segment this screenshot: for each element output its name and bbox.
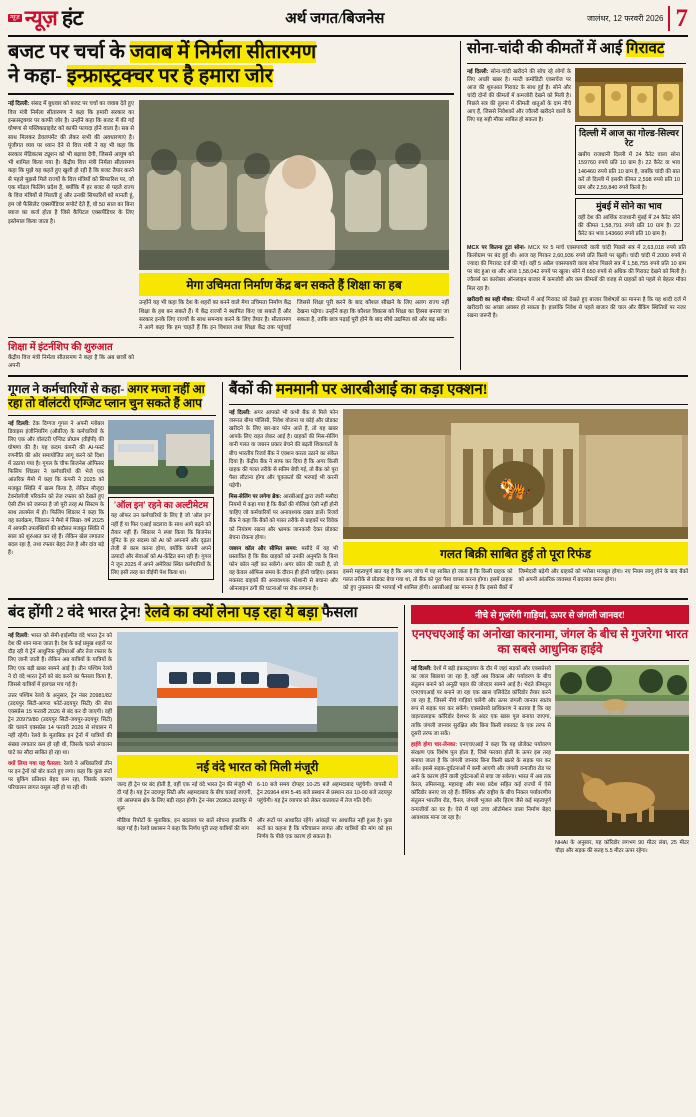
- gold-body: [467, 68, 571, 125]
- train-headline-part2: रेलवे का क्यों लेना पड़ रहा ये बड़ा: [145, 605, 322, 622]
- rbi-headline: [229, 382, 688, 400]
- lead-subhead: मेगा उचिमता निर्माण केंद्र बन सकते हैं शिक्षा का हब: [139, 273, 449, 296]
- gold-shop-photo: [575, 68, 683, 122]
- train-body-2: उत्तर पश्चिम रेलवे के अनुसार, ट्रेन नंबर 20981/82 (उदयपुर सिटी-आगरा फोर्ट-उदयपुर सिटी) की सेवा एक्सप्रेस 15 फरवरी 2026 से बंद कर दी जाएगी। वहीं ट्रेन 20979/80 (उदयपुर सिटी-जयपुर-उदयपुर सिटी) की चलाने एक्सप्रेस 14 फरवरी 2026 से संचालन में नहीं रहेगी। रेलवे के मुताबिक इन ट्रेनों में यात्रियों की संख्या लगातार कम हो रही थी, जिसके चलते संचालन घाटे का सौदा साबित हो रहा था।: [8, 692, 112, 756]
- gold-mcx-block: [467, 244, 686, 293]
- google-box-body: यह ऑफर उन कर्मचारियों के लिए है जो 'ऑल इन' नहीं हैं या फिर एआई बदलाव के साथ आगे बढ़ने को तैयार नहीं हैं। शिंडलर ने स्पष्ट किया कि बिजनेस यूनिट के हर सदस्य को AI को अपनाने और दृढ़ता तेजी से काम करना होगा, क्योंकि कंपनी अपने उत्पादों और सेवाओं को AI-केंद्रित बना रही है। गूगल ने जून 2025 में अपने अमेरिका स्थित कर्मचारियों के लिए इसी तरह का वीईपी पेश किया था।: [111, 513, 211, 577]
- mumbai-rate-body: वहीं देश की आर्थिक राजधानी मुंबई में 24 कैरेट सोने की कीमत 1,58,791 रुपये प्रति 10 ग्राम है। 22 कैरेट का भाव 143660 रुपये प्रति 10 ग्राम है।: [578, 214, 680, 237]
- wild-animal-photo: [555, 754, 689, 836]
- train-banner: नई वंदे भारत को मिली मंजूरी: [117, 755, 398, 778]
- lead-footer-text: केंद्रीय वित्त मंत्री निर्मला सीतारमण ने कहा है कि अब छात्रों को अपनी: [8, 354, 134, 369]
- gold-mcx-body: MCX पर 5 मार्च एक्सपायरी वाली चांदी पिछले सत्र में 2,63,018 रुपये प्रति किलोग्राम पर बंद हुई थी। आज वह गिरकर 2,60,936 रुपये प्रति किलो पर खुली। चांदी चांदी में 2000 रुपये से ज्यादा की गिरावट दर्ज की गई। वहीं 5 अप्रैल एक्सपायरी वाला सोना पिछले सत्र में 1,58,755 रुपये प्रति 10 ग्राम पर बंद हुआ था और आज 1,58,042 रुपये पर खुला। सोने में 650 रुपये से अधिक की गिरावट देखने को मिली है। ज्वैलर्स का कारोबार ऑनलाइन बाजार में कमजोरी और कम कीमतों की वजह से ग्राहकों को पहले से बेहतर मौका मिल रहा है।: [467, 244, 686, 292]
- delhi-rate-title: दिल्ली में आज का गोल्ड-सिल्वर रेट: [579, 127, 679, 149]
- google-box-title: 'ऑल इन' रहने का अल्टीमेटम: [113, 499, 209, 510]
- logo[interactable]: [8, 4, 83, 32]
- lead-headline-part2: जवाब में निर्मला सीतारमण: [129, 41, 317, 63]
- nhai-body-text: देशों में बड़ी इंफ्रास्ट्रक्चर के दौर में जहां सड़कों और एक्सप्रेसवे का जाल बिछाया जा रहा है, वहीं अब विकास और पर्यावरण के बीच संतुलन बनाने को अनूठी पहल की जोरदार सामने आई है। भेदते कीमतूल एनएचएआई पर बनाने जा रहा एक खास एलिवेटेड कॉरिडोर तैयार करने जा रहा है, जिसमें नीचे गाड़ियां चलेंगी और ऊपर जंगली जानवर स्वतंत्र रूप से सड़क पार कर सकेंगे। एक्सप्रेसवे प्राधिकरण ने बताया है कि यह वाइल्डलाइफ कॉरिडोर देशभर के अंदर एक खास पूल बनाया जाएगा, ताकि जंगली जानवर सुरक्षित और बिना किसी रुकावट के एक तरफ से दूसरी तरफ जा सकें।: [411, 665, 551, 737]
- lead-dateline: नई दिल्ली:: [8, 101, 30, 108]
- lead-body-text: संसद में बुधवार को बजट पर चर्चा का जवाब देते हुए वित्त मंत्री निर्मला सीतारमण ने कहा कि हमारी सरकार का इन्फ्रास्ट्रक्चर पर काफी जोर है। उन्होंने कहा कि बजट में की गई घोषणा से पब्लिकप्राइवेट को काफी फायदा होने वाला है। सब से साथ मिलकर डेवलपमेंट की लेकर सभी की अवधारणाएं है। पूंजीगत व्यय पर ध्यान देने से वित्त मंत्री ने यह भी कहा कि सरकार मेडिकल्स ट्यूशन को भी बढ़ावा देगी, जिससे आयुष को भी शामिल किया गया है। केंद्रीय वित्त मंत्री निर्मला सीतारमण कहा कि मुझे यह कहते हुए खुशी हो रही है कि बजट तैयार करने से पहले मुझसे मिले राज्यों के वित्त मंत्रियों को सिफारिश पर, जो एक मॉडल फिलिंग प्रदेश है, क्योंकि मैं हर बजट से पहले राज्य के वित्त मंत्रियों से मिलती हूं और उनकी सिफारिशें को मानती हूं, हम जो फैसिलेट एक्सपेंडिचर सपोर्ट देते हैं, वो 50 साल का बिना ब्याज का कर्ज होता है जिसे कैपिटल एक्सपेंडिचर के लिए इस्तेमाल किया जाता है।: [8, 101, 134, 225]
- delhi-rate-body: खबीय राजधानी दिल्ली में 24 कैरेट वाला सोना 159760 रुपये प्रति 10 ग्राम है। 22 कैरेट वा भाव 146460 रुपये प्रति 10 ग्राम है, जबकि चांदी की बात करें तो दिल्ली में इसकी कीमत 2,598 रुपये प्रति 10 ग्राम और 2,59,840 रुपये किलो है।: [578, 152, 680, 191]
- logo-text-primary: न्यूज़: [24, 6, 62, 30]
- gold-dateline: नई दिल्ली:: [467, 68, 489, 75]
- date-and-page: [587, 6, 688, 31]
- rbi-dateline: नई दिल्ली:: [229, 410, 251, 417]
- nhai-body: [411, 665, 551, 738]
- train-photo: [117, 632, 398, 752]
- train-sub-head: क्यों लिया गया यह फैसला:: [8, 760, 62, 767]
- rbi-sub2-body: मसौदे में यह भी प्रस्तावित है कि बैंक ग्राहकों को उनकी अनुमति के बिना फोन कॉल नहीं कर सकेंगे। अगर कॉल की जाती है, तो वह केवल ऑफिस समय के दौरान ही होनी चाहिए। इसका मकसद ग्राहकों की अनावश्यक परेशानी से बचाना और ऑनलाइन ठगी की घटनाओं पर रोक लगाना है।: [229, 545, 338, 593]
- train-sub-body: रेलवे ने अधिकारियों तीन पर इन ट्रेनों को बोर करते हुए लगा। कहा कि कुछ रूटों पर बुकिंग प्रतिशत बेहद कम रहा, जिसके कारण परिचालन लागत वसूल नहीं हो पा रही थी।: [8, 760, 113, 792]
- rbi-story: [222, 382, 688, 593]
- train-col-1: जल्द ही ट्रेन घर बंद होती है, वहीं एक नई वंदे भारत ट्रेन की मंजूरी भी दी गई है। यह ट्रेन उदयपुर सिटी और अहमदाबाद के बीच चलाई जाएगी, जो आसपास क्षेत्र के लिए बड़ी राहत होगी। ट्रेन नंबर 26963 उदयपुर से शुरू: [117, 782, 252, 813]
- rbi-headline-part2: मनमानी पर आरबीआई का कड़ा एक्शन!: [275, 382, 488, 399]
- nhai-sub-head: हाईवे होगा चार-लेनका:: [411, 741, 458, 748]
- nhai-sub2: NHAI के अनुसार, यह कॉरिडोर लगभग 90 मीटर लंबा, 25 मीटर चौड़ा और सड़क की सतह 5.5 मीटर ऊपर रहेगा।: [555, 839, 689, 854]
- section-title: अर्थ जगत/बिजनेस: [285, 11, 385, 27]
- page-number: 7: [668, 6, 688, 31]
- logo-text: [25, 4, 83, 32]
- gold-story: [460, 41, 686, 370]
- train-dateline: नई दिल्ली:: [8, 633, 30, 640]
- nhai-headline: एनएचएआई का अनोखा कारनामा, जंगल के बीच से गुजरेगा भारत का सबसे आधुनिक हाईवे: [411, 627, 689, 656]
- train-col-4: और रूटों पर आधारित रहेंगे। आंकड़ों पर आधारित नहीं हुआ है। कुछ रूटों का कहना है कि परिचालन लागत और यात्रियों की मांग को इस निर्णय के पीछे एक कारण हो सकता है।: [257, 817, 392, 840]
- rbi-refund-body: इससे महत्वपूर्ण बात यह है कि अगर जांच में यह साबित हो जाता है कि किसी ग्राहक को गलत तरीके से प्रोडक्ट बेचा गया था, तो बैंक को पूरा पैसा वापस करना होगा। इसमें ग्राहक को हुए नुकसान की भरपाई भी शामिल होगी। आरबीआई का मानना है कि इससे बैंकों में जिम्मेदारी बढ़ेगी और ग्राहकों को भरोसा मजबूत होगा। नए नियम लागू होने के बाद बैंकों को अपनी आंतरिक व्यवस्था में बदलाव करना होगा।: [343, 569, 688, 592]
- masthead: [8, 4, 688, 37]
- lead-headline-part3: ने कहा-: [8, 64, 67, 87]
- rbi-sub2: [229, 545, 338, 594]
- train-headline-part3: फैसला: [321, 605, 358, 622]
- nhai-story: [404, 605, 689, 855]
- google-body-text: टेक दिग्गज गूगल ने अपनी ग्लोबल डिवाइस इंजीनियरिंग (और्बीज) के कर्मचारियों के लिए एक और वॉलंटरी एग्जिट प्रोग्राम (वीईपी) की घोषणा की है। यह कदम कंपनी की AI-फर्स्ट रणनीति की ओर समायोजित लागू करने को दिशा में उठाया गया है। गूगल के चीफ बिजनेस ऑफिसर फिलिप शिंडलर ने कर्मचारियों की भेजे एक आंतरिक मैमो में कहा कि कंपनी ने 2025 को मजबूत स्थिति में खत्म किया है, लेकिन मौजूदा टेक्नोलॉजी परिवर्तन को तेज रफ्तार को देखते हुए ऐसी टीम को जरूरत है जो पूरी तरह AI सिस्टम के साथ तालमेल में हो। फिलिप शिंडलर ने कहा कि यह कार्यक्रम, जिंडलन ने मैमो में लिखा- वर्ष 2025 में आपकी उपलब्धियों की बदौलत मजबूत स्थिति में साल को शुरुआत कर रहे हैं। लेकिन खेल लगातार बदल रहा है, तथा रफ्तार बेहद तेज है और दांव बड़े हैं।: [8, 420, 104, 557]
- rbi-sub2-head: जबरन कॉल और सीमित समय:: [229, 545, 298, 552]
- nhai-dateline: नई दिल्ली:: [411, 665, 432, 672]
- logo-badge: न्यूज़: [10, 14, 20, 21]
- rbi-headline-part1: बैंकों की: [229, 382, 276, 399]
- rbi-sub1-head: मिस-सेलिंग पर लगेगा ब्रेक:: [229, 494, 282, 501]
- gold-mcx-head: MCX पर कितना टूटा सोना-: [467, 244, 526, 251]
- middle-section: [8, 382, 688, 593]
- svg-text:🐅: 🐅: [498, 472, 532, 502]
- lead-body-2: उन्होंने यह भी कहा कि देश के शहरों का बनने वाले मेगा उचिमता निर्माण केंद्र शिक्षा के हब बन सकते हैं। ये केंद्र राज्यों ने स्थापित किए जा सकते हैं और सरकार इनके लिए राज्यों के साथ समन्वय करने के लिए तैयार है। सीतारमण ने आगे कहा कि हम चाहते हैं कि इन विशाल तथा शिक्षा केंद्र तक पहुंचाई जिससे शिक्षा पूरी करने के बाद कौशल सीखने के लिए अलग राज्य नहीं देखना पड़ेगा। उन्होंने कहा कि कौशल विकास को शिक्षा का हिस्सा बनाया जा सकता है, ताकि छात्र पढ़ाई पूरी होने के बाद सीधे उद्यमिता को ओर बढ़ सकें।: [139, 300, 449, 332]
- rbi-refund-title: गलत बिक्री साबित हुई तो पूरा रिफंड: [343, 542, 688, 565]
- train-story: [8, 605, 398, 855]
- publication-date: जालंधर, 12 फरवरी 2026: [587, 13, 664, 23]
- top-section: [8, 41, 688, 370]
- rbi-sub1-body: आरबीआई द्वारा जारी मसौदा नियमों में कहा गया है कि बैंकों की गोलियां ऐसी नहीं होनी चाहिए जो कर्मचारियों पर अनावश्यक दबाव डालें। रिजर्व बैंक ने कहा कि बैंकों को गलत तरीके से ग्राहकों पर विवेक को नियंत्रण रखना और भ्रामक जानकारी देकर प्रोडक्ट बेचना रोकना होगा।: [229, 494, 338, 541]
- train-sub: [8, 760, 112, 792]
- train-headline-part1: बंद होंगी 2 वंदे भारत ट्रेन!: [8, 605, 146, 622]
- google-body: [8, 420, 104, 558]
- lead-headline-part4: इन्फ्रास्ट्रक्चर पर है हमारा जोर: [66, 64, 273, 87]
- train-body: [8, 632, 112, 689]
- gold-closing-head: खरीदारी का सही मौका:: [467, 296, 514, 303]
- nhai-sub-body: एनएचएआई ने कहा कि यह प्रोजेक्ट पर्यावरण संरक्षण एक विशेष पूल होता है, जिसे फरवरा होती के ऊपर इस तरह बनाया जाता है कि जंगली जानवर बिना किसी खतरे के सड़क पार कर सकें। इससे सड़क-दुर्घटनाओं में कमी आएगी और जंगली वन्यजीव रोड पर आने के कारण होने वाली दुर्घटनाओं से बचा जा सकेगा। भारत में अब तक केरल, तमिलनाडु, महाराष्ट्र और मध्य प्रदेश सहित कई राज्यों में ऐसे कॉरिडोर बनाए जा रहे हैं। वैश्विक और राष्ट्रीय के बीच निकल पर्यावरणीय संतुलन भारतीय रोड, चैनल, जंगली भूजल और हिरण जैसे कई महत्वपूर्ण वन्यजीवों का घर है। ऐसे में यहां उच्च ऑटोमेशन वाला निर्माण बेहद आवश्यक माना जा रहा है।: [411, 741, 551, 821]
- gold-closing-block: [467, 296, 686, 320]
- rbi-body-text: अगर आपको भी कभी बैंक से मिले फोन जरूरत बीमा पॉलिसी, निवेश योजना या कोई और प्रोडक्ट खरीदने के लिए बार-बार फोन आते हैं, तो यह खबर आपके लिए राहत लेकर आई है। ग्राहकों की मिस-सेलिंग यानी गलत या जबरन प्रकार बेचने की बढ़ती शिकायतों के बीच भारतीय रिजर्व बैंक ने एक्शन करता उठाने का संकेत दिया है। केंद्रीय बैंक ने साफ कर दिया है कि अगर किसी ग्राहक की गलत तरीके से स्कीम बेची गई, तो बैंक को पूरा पैसा लौटाना होगा और चूककर्ता की भरपाई भी करनी पड़ेगी।: [229, 410, 338, 489]
- rbi-building-photo: [343, 409, 688, 539]
- google-dateline: नई दिल्ली:: [8, 420, 30, 427]
- rbi-body: [229, 409, 338, 490]
- lead-body: [8, 100, 134, 226]
- nhai-banner: नीचे से गुजरेंगी गाड़ियां, ऊपर से जंगली जानवर!: [411, 605, 689, 624]
- google-headline: [8, 382, 216, 410]
- gold-body-text: सोना-चांदी खरीदने की सोच रहे लोगों के लिए अच्छी खबर है। मल्टी कमोडिटी एक्सचेंज पर आज की शुरुआत गिरावट के साथ हुई है। सोने और चांदी दोनों की कीमतों में कमजोरी देखने को मिली है। पिछले सत्र की तुलना में कीमती धातुओं के दाम नीचे आए हैं, जिससे निवेशकों और ज्वैलरी खरीदने वालों के लिए यह सही मौका साबित हो सकता है।: [467, 68, 572, 124]
- lead-headline: [8, 41, 454, 88]
- gold-headline-part2: गिरावट: [626, 41, 665, 57]
- google-campus-photo: [108, 420, 214, 494]
- lead-story: [8, 41, 454, 370]
- gold-headline-part1: सोना-चांदी की कीमतों में आई: [467, 41, 627, 57]
- lead-footer-headline: शिक्षा में इंटर्नशिप की शुरुआत: [8, 341, 113, 353]
- gold-closing-body: कीमतों में आई गिरावट को देखते हुए बाजार विशेषज्ञों का मानना है कि यह शादी दर्ज में खरीदारी का अच्छा अवसर हो सकता है। हालांकि निवेश से पहले बाजार की चाल और बैंकिंग स्थितियों पर नजर रखना जरूरी है।: [467, 296, 686, 319]
- gold-headline: [467, 41, 686, 59]
- google-headline-part1: गूगल ने कर्मचारियों से कहा-: [8, 382, 128, 397]
- wildlife-corridor-photo: [555, 665, 689, 751]
- logo-text-secondary: हंट: [61, 6, 83, 30]
- train-body-text: भारत को सेमी-हाईस्पीड वंदे भारत ट्रेन को देश की शान माना जाता है। देश के कई प्रमुख शहरों पर दौड़ रही ये ट्रेनें आधुनिक सुविधाओं और तेज रफ्तार के लिए जानी जाती हैं। लेकिन अब यात्रियों के यात्रियों के लिए एक बड़ी खबर सामने आई है। तीन पश्चिम रेलवे ने दो वंदे भारत ट्रेनों को बंद करने का फैसला किया है, जिससे यात्रियों में हलचल मच गई है।: [8, 633, 112, 688]
- train-col-2: 6-10 बजे समय दोपहर 10-25 बजे अहमदाबाद पहुंचेगी। वापसी में ट्रेन 26964 शाम 5-45 बजे प्रस्थान से प्रस्थान रात 10-00 बजे उदयपुर पहुंचेगी। यह ट्रेन व्यापार को लेकर यातायात में तेज गति देगी।: [257, 782, 392, 805]
- train-col-3: मीडिया रिपोर्टों के मुताबिक, इन बदलाव पर बातें सोचना हालांकि में कहा गई है। रेलवे प्रशासन ने कहा कि निर्णय पूरी तरह यात्रियों की मांग: [117, 817, 252, 832]
- rbi-sub1: [229, 493, 338, 542]
- nhai-sub: [411, 741, 551, 822]
- google-headline-part2: अगर मजा नहीं आ रहा तो वॉलंटरी एग्जिट प्लान चुन सकते हैं आप: [8, 382, 205, 411]
- mumbai-rate-title: मुंबई में सोने का भाव: [596, 200, 662, 211]
- google-story: [8, 382, 216, 593]
- lead-headline-part1: बजट पर चर्चा के: [8, 41, 130, 63]
- parliament-photo: [139, 100, 449, 270]
- bottom-section: [8, 605, 688, 855]
- train-headline: [8, 605, 398, 623]
